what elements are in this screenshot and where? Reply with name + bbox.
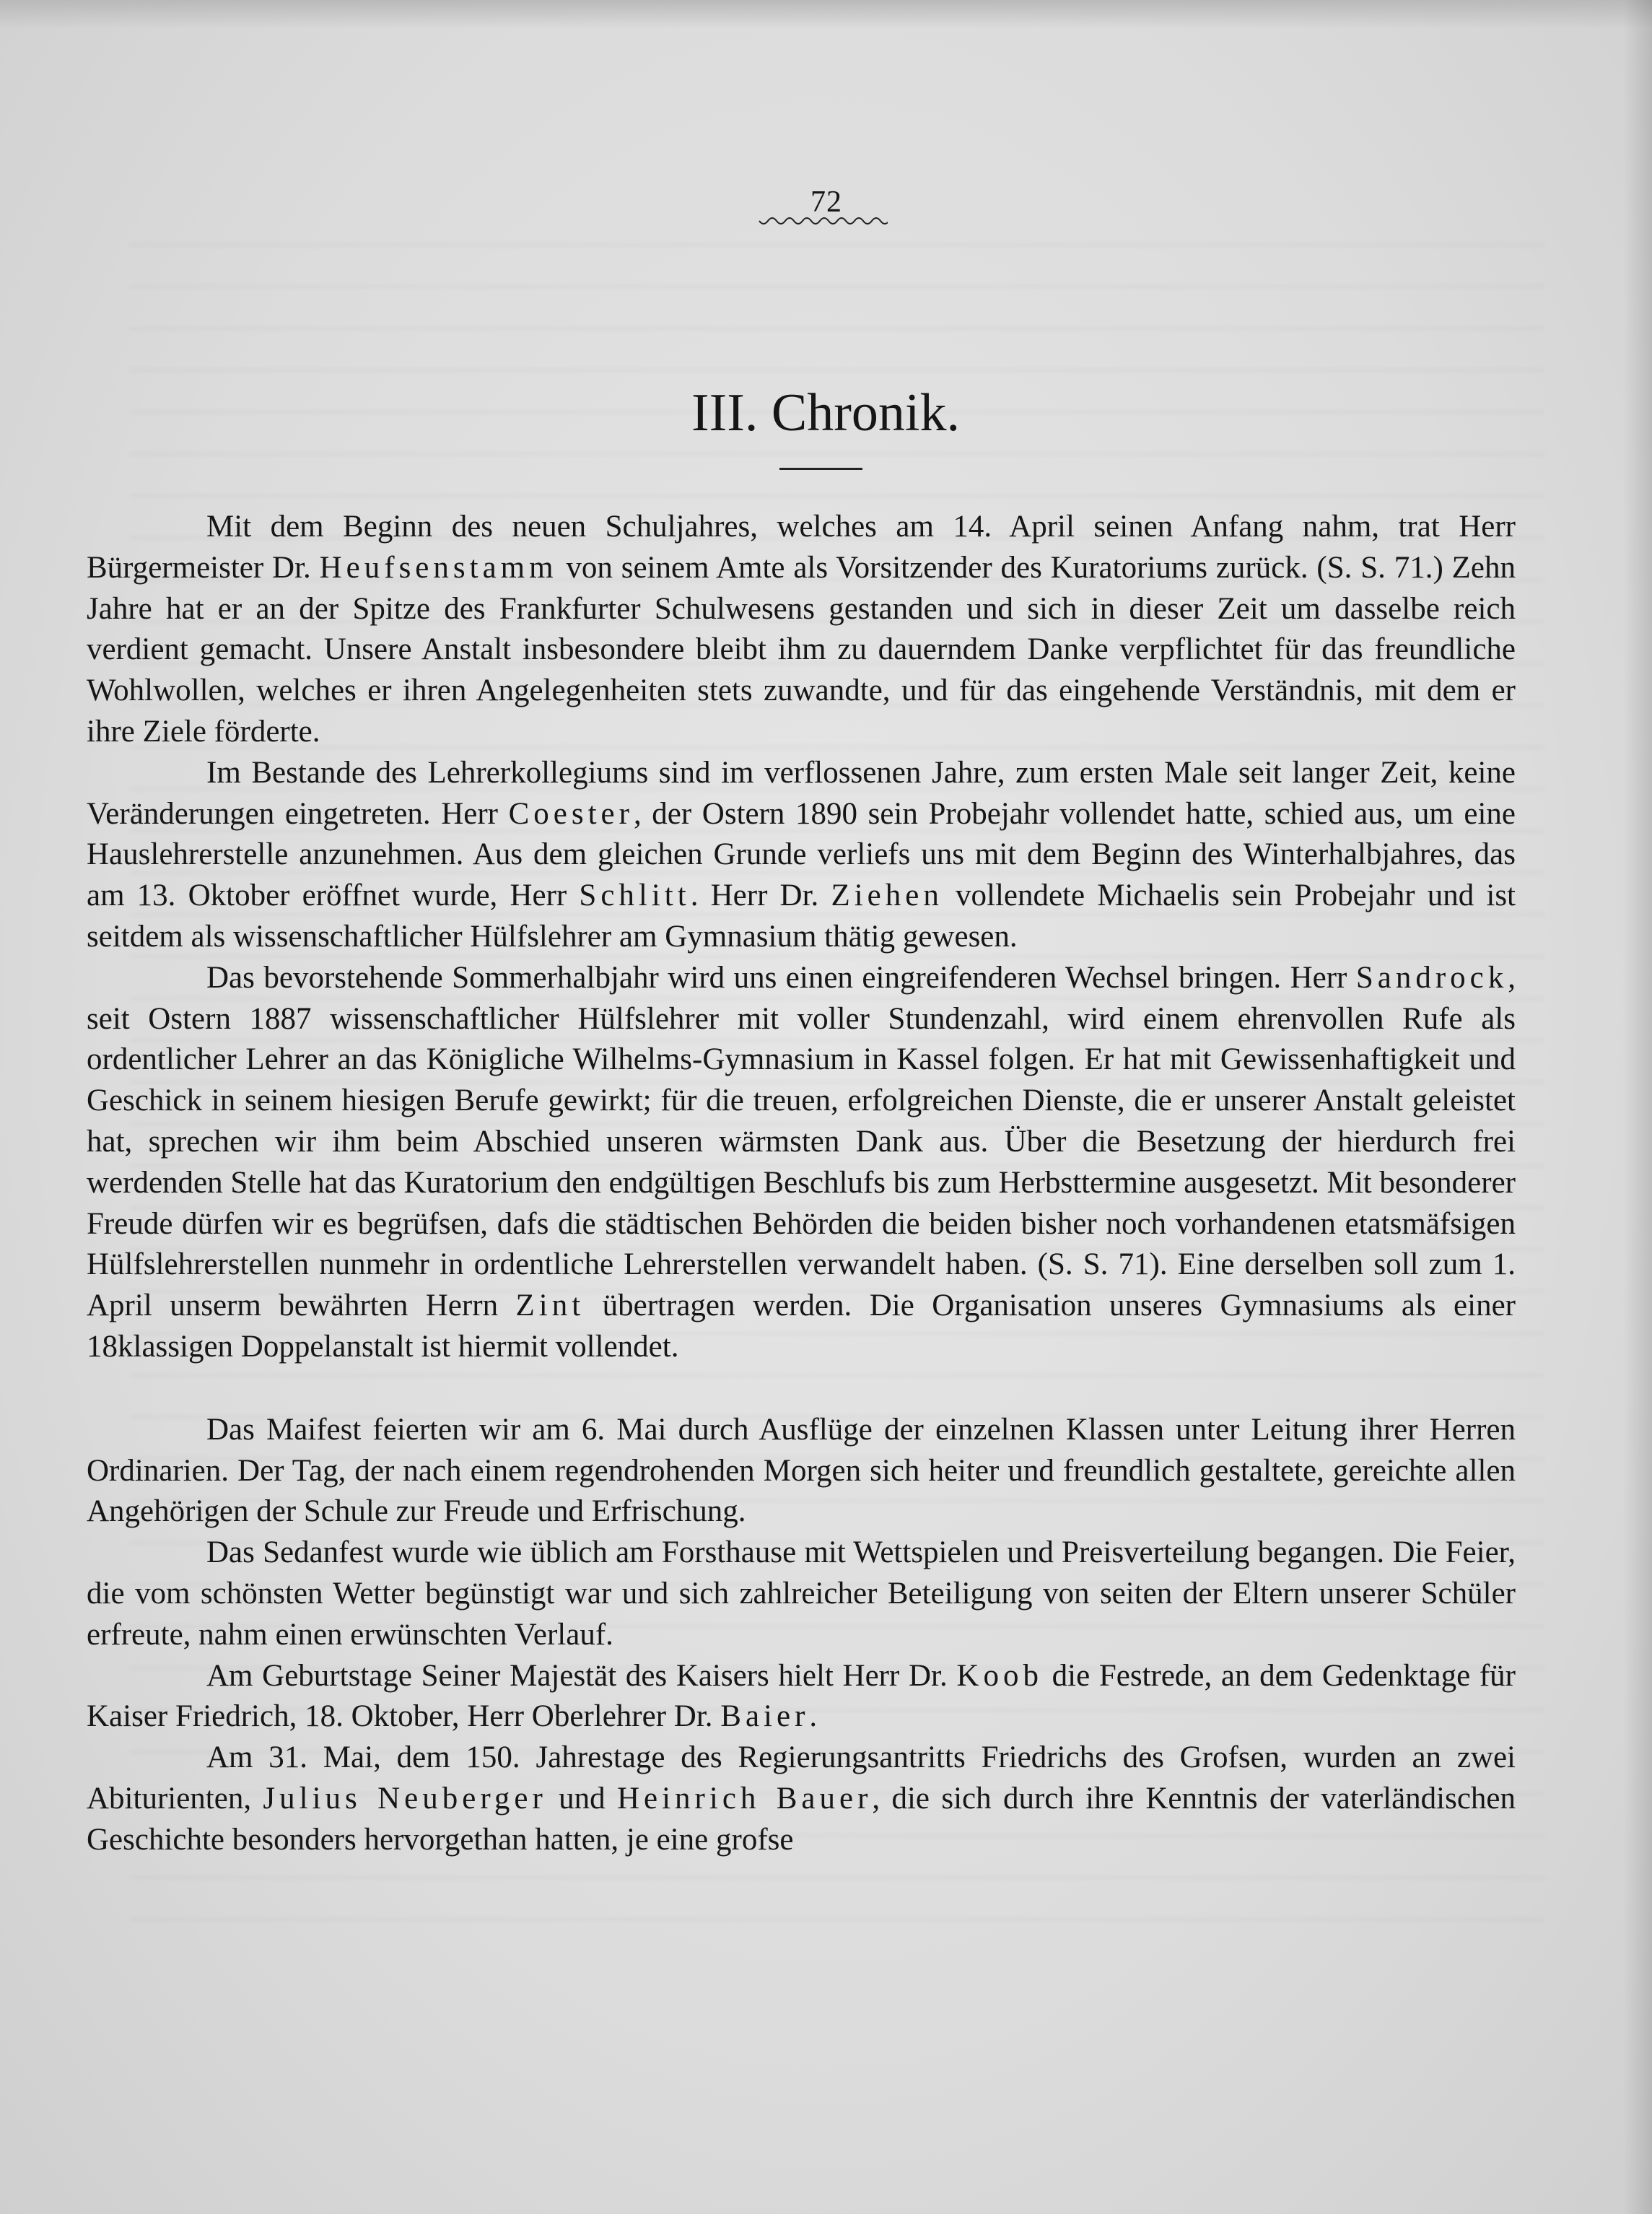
text-run: , der Ostern 1890 sein Probejahr vollendet hatte, schied aus, um eine Hauslehrerstelle anzunehmen. Aus dem gleichen Grunde verliefs uns mit dem Beginn des Winterhalbjahres, das am 13. Oktober eröffnet wurde, Herr xyxy=(87,796,1516,913)
text-run: . xyxy=(809,1699,818,1734)
text-run: , die sich durch ihre Kenntnis der vaterländischen Geschichte besonders hervorgethan hatten, je eine grofse xyxy=(87,1781,1516,1857)
text-run: Das Maifest feierten wir am 6. Mai durch Ausflüge der einzelnen Klassen unter Leitung ihrer Herren Ordinarien. Der Tag, der nach einem regendrohenden Morgen sich heiter und freundlich gestaltete, gereichte allen Angehörigen der Schule zur Freude und Erfrischung. xyxy=(87,1412,1516,1529)
spaced-name: Julius Neuberger xyxy=(263,1781,547,1816)
spaced-name: Zint xyxy=(515,1289,585,1323)
spaced-name: Koob xyxy=(956,1658,1043,1693)
text-run: vollendete Michaelis sein Probejahr und ist seitdem als wissenschaftlicher Hülfslehrer am Gymnasium thätig gewesen. xyxy=(87,879,1516,954)
paragraph-teaching-staff xyxy=(87,753,1516,958)
chronicle-body xyxy=(87,507,1516,1861)
title-divider xyxy=(779,468,862,470)
spaced-name: Coester xyxy=(508,796,634,831)
text-run: und xyxy=(546,1781,617,1816)
spaced-name: Schlitt xyxy=(579,879,691,913)
spaced-name: Sandrock xyxy=(1355,960,1508,995)
paragraph-may-festival xyxy=(87,1410,1516,1533)
paragraph-sedan-festival xyxy=(87,1533,1516,1655)
text-run: , seit Ostern 1887 wissenschaftlicher Hülfslehrer mit voller Stundenzahl, wird einem ehrenvollen Rufe als ordentlicher Lehrer an das Königliche Wilhelms-Gymnasium in Kassel folgen. Er hat mit Gewissenhaftigkeit und Geschick in seinem hiesigen Berufe gewirkt; für die treuen, erfolgreichen Dienste, die er unserer Anstalt geleistet hat, sprechen wir ihm beim Abschied unseren wärmsten Dank aus. Über die Besetzung der hierdurch frei werdenden Stelle hat das Kuratorium den endgültigen Beschlufs bis zum Herbsttermine ausgesetzt. Mit besonderer Freude dürfen wir es begrüfsen, dafs die städtischen Behörden die beiden bisher noch vorhandenen etatsmäfsigen Hülfslehrerstellen nunmehr in ordentliche Lehrerstellen verwandelt haben. (S. S. 71). Eine derselben soll zum 1. April unserm bewährten Herrn xyxy=(87,960,1516,1323)
spaced-name: Baier xyxy=(720,1699,810,1734)
paragraph-summer-changes xyxy=(87,958,1516,1368)
paragraph-frederick-anniversary xyxy=(87,1738,1516,1860)
paragraph-emperor-birthday xyxy=(87,1656,1516,1738)
text-run: Das bevorstehende Sommerhalbjahr wird uns einen eingreifenderen Wechsel bringen. Herr xyxy=(206,960,1356,995)
wavy-ornament-icon xyxy=(758,215,888,231)
text-run: übertragen werden. Die Organisation unseres Gymnasiums als einer 18klassigen Doppelanstalt ist hiermit vollendet. xyxy=(87,1289,1516,1364)
text-run: Mit dem Beginn des neuen Schuljahres, welches am 14. April seinen Anfang nahm, trat Herr Bürgermeister Dr. xyxy=(87,510,1516,585)
scan-edge-shadow xyxy=(0,0,1652,29)
spaced-name: Heufsenstamm xyxy=(319,550,558,585)
spaced-name: Ziehen xyxy=(831,879,943,913)
section-title: III. Chronik. xyxy=(691,383,960,443)
text-run: Im Bestande des Lehrerkollegiums sind im verflossenen Jahre, zum ersten Male seit langer Zeit, keine Veränderungen eingetreten. Herr xyxy=(87,755,1516,831)
text-run: Am Geburtstage Seiner Majestät des Kaisers hielt Herr Dr. xyxy=(206,1658,957,1693)
spaced-name: Heinrich Bauer xyxy=(616,1781,873,1816)
paragraph-director-retirement xyxy=(87,507,1516,753)
paragraph-gap xyxy=(87,1368,1516,1410)
text-run: Am 31. Mai, dem 150. Jahrestage des Regierungsantritts Friedrichs des Grofsen, wurden an zwei Abiturienten, xyxy=(87,1740,1516,1816)
text-run: Das Sedanfest wurde wie üblich am Forsthause mit Wettspielen und Preisverteilung begangen. Die Feier, die vom schönsten Wetter begünstigt war und sich zahlreicher Beteiligung von seiten der Eltern unserer Schüler erfreute, nahm einen erwünschten Verlauf. xyxy=(87,1535,1516,1652)
page-number: 72 xyxy=(810,186,842,219)
text-run: die Festrede, an dem Gedenktage für Kaiser Friedrich, 18. Oktober, Herr Oberlehrer Dr. xyxy=(87,1658,1516,1734)
text-run: . Herr Dr. xyxy=(690,879,831,913)
scan-edge-right xyxy=(1623,0,1652,2214)
text-run: von seinem Amte als Vorsitzender des Kuratoriums zurück. (S. S. 71.) Zehn Jahre hat er an der Spitze des Frankfurter Schulwesens gestanden und sich in dieser Zeit um dasselbe reich verdient gemacht. Unsere Anstalt insbesondere bleibt ihm zu dauerndem Danke verpflichtet für das freundliche Wohlwollen, welches er ihren Angelegenheiten stets zuwandte, und für das eingehende Verständnis, mit dem er ihre Ziele förderte. xyxy=(87,550,1516,749)
